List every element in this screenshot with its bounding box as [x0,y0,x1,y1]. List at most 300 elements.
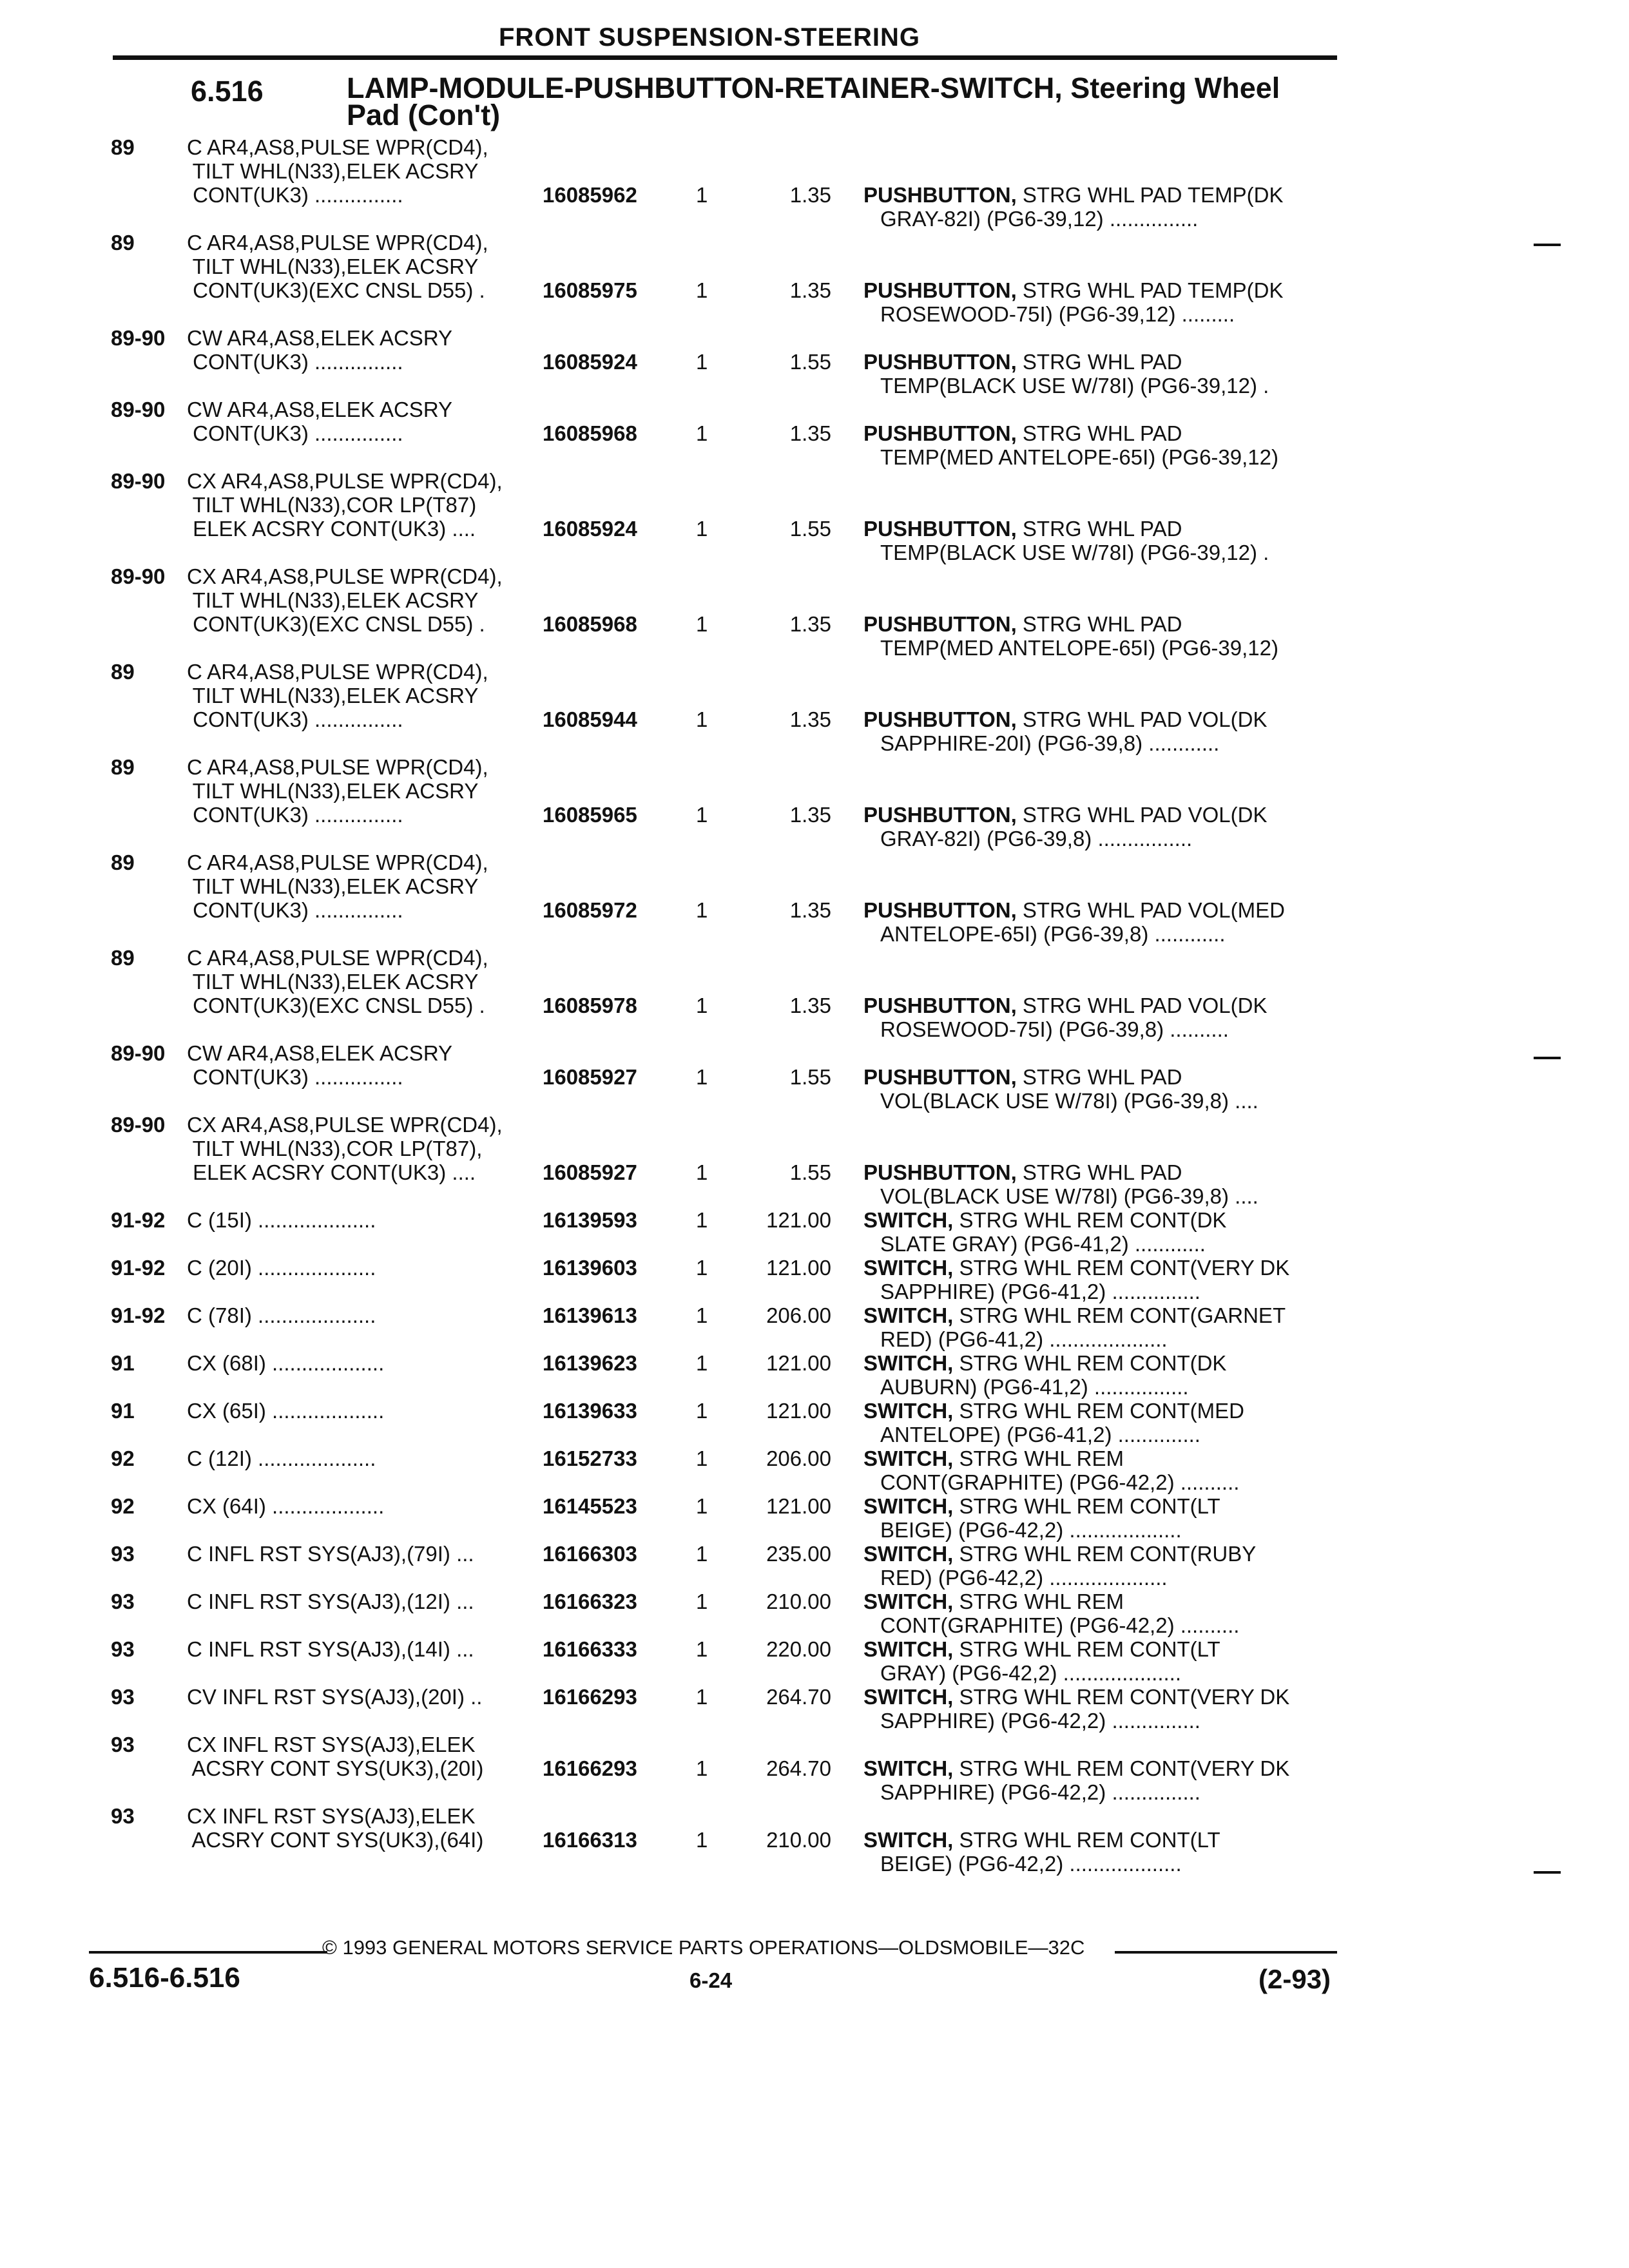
entry-model-description [187,1256,376,1280]
entry-part-number: 16166333 [543,1637,637,1661]
entry-year: 93 [111,1733,135,1756]
margin-mark [1534,244,1561,246]
model-line: TILT WHL(N33),ELEK ACSRY [187,779,479,803]
entry-year: 89-90 [111,398,166,421]
model-line: CX AR4,AS8,PULSE WPR(CD4), [187,1113,503,1137]
entry-model-description [187,1446,376,1470]
entry-part-number: 16085944 [543,707,637,731]
entry-part-number: 16085975 [543,278,637,302]
part-description-line: BEIGE) (PG6-42,2) ................... [880,1518,1182,1542]
model-line: TILT WHL(N33),ELEK ACSRY [187,159,479,183]
part-name: SWITCH, [863,1542,954,1566]
entry-model-description [187,1303,376,1327]
part-name: SWITCH, [863,1399,954,1423]
part-entry [0,1494,1629,1542]
part-name: SWITCH, [863,1303,954,1327]
entry-model-description [187,1637,474,1661]
part-entry [0,850,1629,946]
part-name: SWITCH, [863,1256,954,1280]
model-line: C AR4,AS8,PULSE WPR(CD4), [187,135,488,159]
footer-rule-right [1115,1951,1337,1954]
model-line: C AR4,AS8,PULSE WPR(CD4), [187,850,488,874]
entry-part-number: 16145523 [543,1494,637,1518]
part-description-line: STRG WHL PAD TEMP(DK [1022,278,1284,302]
model-line: CX AR4,AS8,PULSE WPR(CD4), [187,564,503,588]
entry-quantity: 1 [696,1208,708,1232]
part-description-line: STRG WHL REM [959,1446,1124,1470]
model-line: C (15I) .................... [187,1208,376,1232]
part-name: PUSHBUTTON, [863,898,1017,922]
part-description-line: GRAY) (PG6-42,2) .................... [880,1661,1181,1685]
part-name: SWITCH, [863,1828,954,1852]
part-description-line: STRG WHL REM CONT(MED [959,1399,1244,1423]
part-description-line: STRG WHL PAD VOL(DK [1022,707,1268,731]
part-description-line: SAPPHIRE-20I) (PG6-39,8) ............ [880,731,1220,755]
entry-price: 121.00 [766,1208,831,1232]
entry-price: 1.55 [789,517,831,541]
model-line: CONT(UK3) ............... [187,707,403,731]
entry-price: 235.00 [766,1542,831,1566]
part-description-line: RED) (PG6-41,2) .................... [880,1327,1168,1351]
part-description-line: TEMP(BLACK USE W/78I) (PG6-39,12) . [880,541,1269,564]
part-description-line: STRG WHL PAD [1022,1065,1182,1089]
entry-part-number: 16166293 [543,1685,637,1709]
entry-year: 89 [111,135,135,159]
model-line: ACSRY CONT SYS(UK3),(64I) [187,1828,484,1852]
section-number: 6.516 [191,75,264,108]
entry-part-description [863,898,1327,946]
part-entry [0,755,1629,850]
footer-section-range: 6.516-6.516 [89,1962,240,1994]
entry-part-description [863,1494,1327,1542]
entry-part-description [863,1542,1327,1590]
part-name: PUSHBUTTON, [863,1065,1017,1089]
entry-model-description [187,1351,384,1375]
model-line: CX (64I) ................... [187,1494,385,1518]
part-name: PUSHBUTTON, [863,517,1017,541]
part-description-line: ANTELOPE-65I) (PG6-39,8) ............ [880,922,1226,946]
part-description-line: STRG WHL REM CONT(VERY DK [959,1685,1290,1709]
entry-model-description [187,1590,474,1613]
entry-quantity: 1 [696,898,708,922]
entry-quantity: 1 [696,612,708,636]
footer-date: (2-93) [1258,1964,1331,1994]
model-line: TILT WHL(N33),ELEK ACSRY [187,970,479,994]
part-entry [0,564,1629,660]
entry-part-number: 16085972 [543,898,637,922]
part-description-line: STRG WHL REM CONT(DK [959,1351,1227,1375]
part-description-line: STRG WHL PAD [1022,612,1182,636]
part-description-line: STRG WHL REM CONT(RUBY [959,1542,1257,1566]
part-entry [0,326,1629,398]
entry-part-description [863,278,1327,326]
part-description-line: SLATE GRAY) (PG6-41,2) ............ [880,1232,1206,1256]
part-entry [0,1804,1629,1876]
entry-part-number: 16139593 [543,1208,637,1232]
entry-price: 264.70 [766,1685,831,1709]
part-entry [0,946,1629,1041]
part-description-line: STRG WHL REM CONT(LT [959,1494,1220,1518]
model-line: CX INFL RST SYS(AJ3),ELEK [187,1733,476,1756]
entry-part-description [863,1208,1327,1256]
entry-year: 89 [111,231,135,255]
part-entry [0,1351,1629,1399]
entry-year: 93 [111,1685,135,1709]
model-line: CW AR4,AS8,ELEK ACSRY [187,398,453,421]
model-line: TILT WHL(N33),COR LP(T87) [187,493,477,517]
entry-model-description [187,231,488,302]
entry-part-description [863,803,1327,850]
model-line: CONT(UK3) ............... [187,803,403,827]
entry-quantity: 1 [696,1351,708,1375]
part-name: PUSHBUTTON, [863,803,1017,827]
entry-model-description [187,469,503,541]
entry-model-description [187,1041,452,1089]
entry-quantity: 1 [696,183,708,207]
entry-price: 1.35 [789,803,831,827]
entry-quantity: 1 [696,350,708,374]
entry-model-description [187,1399,384,1423]
part-entry [0,1303,1629,1351]
model-line: CV INFL RST SYS(AJ3),(20I) .. [187,1685,483,1709]
part-entry [0,398,1629,469]
part-name: PUSHBUTTON, [863,183,1017,207]
entry-quantity: 1 [696,803,708,827]
entry-year: 91 [111,1351,135,1375]
model-line: CONT(UK3) ............... [187,183,403,207]
part-description-line: STRG WHL REM CONT(DK [959,1208,1227,1232]
model-line: CONT(UK3)(EXC CNSL D55) . [187,612,485,636]
entry-price: 206.00 [766,1303,831,1327]
entry-price: 264.70 [766,1756,831,1780]
entry-quantity: 1 [696,1542,708,1566]
part-description-line: STRG WHL PAD [1022,421,1182,445]
entry-quantity: 1 [696,1685,708,1709]
part-entry [0,1685,1629,1733]
entry-year: 93 [111,1804,135,1828]
entry-quantity: 1 [696,707,708,731]
entry-quantity: 1 [696,1756,708,1780]
part-description-line: STRG WHL REM CONT(LT [959,1828,1220,1852]
footer-page-number: 6-24 [689,1968,733,1992]
entry-price: 210.00 [766,1590,831,1613]
model-line: C INFL RST SYS(AJ3),(79I) ... [187,1542,474,1566]
entry-year: 89-90 [111,1041,166,1065]
entry-model-description [187,1542,474,1566]
entry-year: 92 [111,1446,135,1470]
part-description-line: STRG WHL PAD VOL(DK [1022,994,1268,1017]
entry-price: 1.35 [789,707,831,731]
entry-year: 89-90 [111,469,166,493]
part-entry [0,1542,1629,1590]
entry-part-description [863,1637,1327,1685]
part-entry [0,469,1629,564]
part-entry [0,1113,1629,1208]
entry-price: 1.35 [789,421,831,445]
entry-part-number: 16085927 [543,1065,637,1089]
part-description-line: STRG WHL REM [959,1590,1124,1613]
part-name: SWITCH, [863,1494,954,1518]
entry-price: 1.35 [789,898,831,922]
section-title: LAMP-MODULE-PUSHBUTTON-RETAINER-SWITCH, Steering Wheel Pad (Con't) [347,72,1280,131]
model-line: C AR4,AS8,PULSE WPR(CD4), [187,231,488,255]
model-line: CX AR4,AS8,PULSE WPR(CD4), [187,469,503,493]
entry-quantity: 1 [696,1399,708,1423]
entry-year: 89 [111,660,135,684]
entry-model-description [187,850,488,922]
entry-model-description [187,1733,483,1780]
part-description-line: TEMP(BLACK USE W/78I) (PG6-39,12) . [880,374,1269,398]
entry-part-number: 16085968 [543,612,637,636]
margin-mark [1534,1871,1561,1874]
entry-year: 91 [111,1399,135,1423]
entry-quantity: 1 [696,517,708,541]
model-line: C (12I) .................... [187,1446,376,1470]
part-name: PUSHBUTTON, [863,350,1017,374]
part-description-line: SAPPHIRE) (PG6-42,2) ............... [880,1709,1200,1733]
model-line: C AR4,AS8,PULSE WPR(CD4), [187,660,488,684]
part-name: SWITCH, [863,1756,954,1780]
model-line: ELEK ACSRY CONT(UK3) .... [187,1160,476,1184]
part-name: SWITCH, [863,1351,954,1375]
part-description-line: CONT(GRAPHITE) (PG6-42,2) .......... [880,1613,1240,1637]
part-name: PUSHBUTTON, [863,278,1017,302]
entry-part-description [863,517,1327,564]
part-description-line: BEIGE) (PG6-42,2) ................... [880,1852,1182,1876]
part-name: PUSHBUTTON, [863,421,1017,445]
entry-model-description [187,755,488,827]
model-line: CONT(UK3) ............... [187,1065,403,1089]
entry-part-number: 16166323 [543,1590,637,1613]
part-description-line: CONT(GRAPHITE) (PG6-42,2) .......... [880,1470,1240,1494]
part-description-line: GRAY-82I) (PG6-39,12) ............... [880,207,1199,231]
entry-model-description [187,1208,376,1232]
entry-part-number: 16085965 [543,803,637,827]
entry-year: 89 [111,946,135,970]
entry-year: 89-90 [111,564,166,588]
entry-price: 206.00 [766,1446,831,1470]
entry-part-number: 16152733 [543,1446,637,1470]
part-description-line: ROSEWOOD-75I) (PG6-39,12) ......... [880,302,1235,326]
part-entry [0,1446,1629,1494]
entry-part-number: 16085927 [543,1160,637,1184]
part-entry [0,1399,1629,1446]
part-description-line: STRG WHL PAD [1022,350,1182,374]
entry-part-number: 16085924 [543,350,637,374]
model-line: TILT WHL(N33),ELEK ACSRY [187,588,479,612]
model-line: CONT(UK3)(EXC CNSL D55) . [187,994,485,1017]
entry-part-description [863,1065,1327,1113]
entry-part-number: 16139633 [543,1399,637,1423]
model-line: CONT(UK3)(EXC CNSL D55) . [187,278,485,302]
model-line: TILT WHL(N33),ELEK ACSRY [187,684,479,707]
entry-part-number: 16085924 [543,517,637,541]
entry-price: 220.00 [766,1637,831,1661]
part-name: SWITCH, [863,1637,954,1661]
part-name: SWITCH, [863,1685,954,1709]
entry-quantity: 1 [696,1160,708,1184]
part-description-line: SAPPHIRE) (PG6-41,2) ............... [880,1280,1200,1303]
entry-year: 89-90 [111,1113,166,1137]
entry-year: 91-92 [111,1208,166,1232]
footer-rule-left [89,1951,327,1954]
part-description-line: STRG WHL REM CONT(VERY DK [959,1756,1290,1780]
model-line: C (78I) .................... [187,1303,376,1327]
part-description-line: RED) (PG6-42,2) .................... [880,1566,1168,1590]
entry-part-description [863,1160,1327,1208]
model-line: CX INFL RST SYS(AJ3),ELEK [187,1804,476,1828]
entry-quantity: 1 [696,278,708,302]
model-line: CONT(UK3) ............... [187,898,403,922]
entry-part-number: 16166313 [543,1828,637,1852]
part-name: PUSHBUTTON, [863,1160,1017,1184]
entry-part-description [863,612,1327,660]
entry-part-description [863,1828,1327,1876]
entry-part-number: 16166293 [543,1756,637,1780]
part-entry [0,1733,1629,1804]
entry-part-description [863,350,1327,398]
entry-quantity: 1 [696,421,708,445]
part-entry [0,1041,1629,1113]
part-description-line: GRAY-82I) (PG6-39,8) ................ [880,827,1193,850]
entry-part-description [863,1685,1327,1733]
entry-model-description [187,135,488,207]
margin-mark [1534,1057,1561,1059]
entry-model-description [187,1804,483,1852]
entry-quantity: 1 [696,1065,708,1089]
entry-model-description [187,1685,482,1709]
entry-price: 1.35 [789,183,831,207]
part-description-line: STRG WHL PAD VOL(MED [1022,898,1285,922]
entry-price: 121.00 [766,1351,831,1375]
page-header-title: FRONT SUSPENSION-STEERING [499,23,920,52]
model-line: ACSRY CONT SYS(UK3),(20I) [187,1756,484,1780]
entry-model-description [187,326,452,374]
entry-year: 89-90 [111,326,166,350]
part-entry [0,660,1629,755]
entry-part-description [863,1446,1327,1494]
entry-part-description [863,994,1327,1041]
model-line: TILT WHL(N33),ELEK ACSRY [187,874,479,898]
model-line: C AR4,AS8,PULSE WPR(CD4), [187,755,488,779]
entry-part-description [863,1590,1327,1637]
part-description-line: TEMP(MED ANTELOPE-65I) (PG6-39,12) [880,636,1278,660]
entry-year: 93 [111,1637,135,1661]
entry-price: 1.55 [789,1160,831,1184]
model-line: CONT(UK3) ............... [187,421,403,445]
entry-quantity: 1 [696,1494,708,1518]
footer-copyright: © 1993 GENERAL MOTORS SERVICE PARTS OPERATIONS—OLDSMOBILE—32C [322,1936,1085,1959]
entry-price: 1.35 [789,612,831,636]
model-line: C INFL RST SYS(AJ3),(12I) ... [187,1590,474,1613]
part-description-line: ROSEWOOD-75I) (PG6-39,8) .......... [880,1017,1229,1041]
entry-model-description [187,946,488,1017]
entry-price: 121.00 [766,1256,831,1280]
entry-part-description [863,1399,1327,1446]
model-line: CONT(UK3) ............... [187,350,403,374]
entry-year: 91-92 [111,1256,166,1280]
model-line: CW AR4,AS8,ELEK ACSRY [187,1041,453,1065]
part-entry [0,1590,1629,1637]
entry-model-description [187,398,452,445]
entry-price: 1.35 [789,278,831,302]
part-entry [0,1637,1629,1685]
entry-part-description [863,707,1327,755]
entry-part-description [863,1256,1327,1303]
entry-quantity: 1 [696,1256,708,1280]
entry-part-description [863,1303,1327,1351]
entry-price: 1.35 [789,994,831,1017]
entry-quantity: 1 [696,1637,708,1661]
entry-price: 121.00 [766,1494,831,1518]
entry-year: 89 [111,755,135,779]
part-name: PUSHBUTTON, [863,994,1017,1017]
entry-year: 93 [111,1590,135,1613]
entry-part-description [863,1351,1327,1399]
part-description-line: STRG WHL REM CONT(LT [959,1637,1220,1661]
entry-part-number: 16139613 [543,1303,637,1327]
part-name: SWITCH, [863,1446,954,1470]
part-description-line: AUBURN) (PG6-41,2) ................ [880,1375,1189,1399]
part-description-line: TEMP(MED ANTELOPE-65I) (PG6-39,12) [880,445,1278,469]
entry-year: 89 [111,850,135,874]
entry-quantity: 1 [696,1446,708,1470]
entry-price: 210.00 [766,1828,831,1852]
entry-quantity: 1 [696,1828,708,1852]
model-line: C (20I) .................... [187,1256,376,1280]
part-name: SWITCH, [863,1590,954,1613]
entry-price: 1.55 [789,350,831,374]
part-entry [0,1208,1629,1256]
model-line: ELEK ACSRY CONT(UK3) .... [187,517,476,541]
entry-part-number: 16085978 [543,994,637,1017]
entry-part-number: 16085968 [543,421,637,445]
part-entry [0,231,1629,326]
part-description-line: SAPPHIRE) (PG6-42,2) ............... [880,1780,1200,1804]
entry-price: 121.00 [766,1399,831,1423]
header-rule [113,55,1337,60]
entry-year: 91-92 [111,1303,166,1327]
entry-part-number: 16139623 [543,1351,637,1375]
entry-year: 93 [111,1542,135,1566]
entry-part-number: 16085962 [543,183,637,207]
part-description-line: STRG WHL REM CONT(VERY DK [959,1256,1290,1280]
part-description-line: STRG WHL PAD [1022,517,1182,541]
entry-year: 92 [111,1494,135,1518]
part-name: PUSHBUTTON, [863,612,1017,636]
part-description-line: STRG WHL PAD VOL(DK [1022,803,1268,827]
model-line: C AR4,AS8,PULSE WPR(CD4), [187,946,488,970]
part-name: PUSHBUTTON, [863,707,1017,731]
model-line: TILT WHL(N33),COR LP(T87), [187,1137,483,1160]
part-entry [0,1256,1629,1303]
model-line: CX (65I) ................... [187,1399,385,1423]
part-description-line: VOL(BLACK USE W/78I) (PG6-39,8) .... [880,1184,1258,1208]
model-line: CW AR4,AS8,ELEK ACSRY [187,326,453,350]
part-entry [0,135,1629,231]
entry-quantity: 1 [696,994,708,1017]
entry-part-number: 16166303 [543,1542,637,1566]
model-line: CX (68I) ................... [187,1351,385,1375]
part-name: SWITCH, [863,1208,954,1232]
entry-model-description [187,1494,384,1518]
model-line: C INFL RST SYS(AJ3),(14I) ... [187,1637,474,1661]
entry-quantity: 1 [696,1303,708,1327]
entry-quantity: 1 [696,1590,708,1613]
part-description-line: STRG WHL PAD TEMP(DK [1022,183,1284,207]
entry-part-description [863,1756,1327,1804]
part-description-line: STRG WHL REM CONT(GARNET [959,1303,1286,1327]
